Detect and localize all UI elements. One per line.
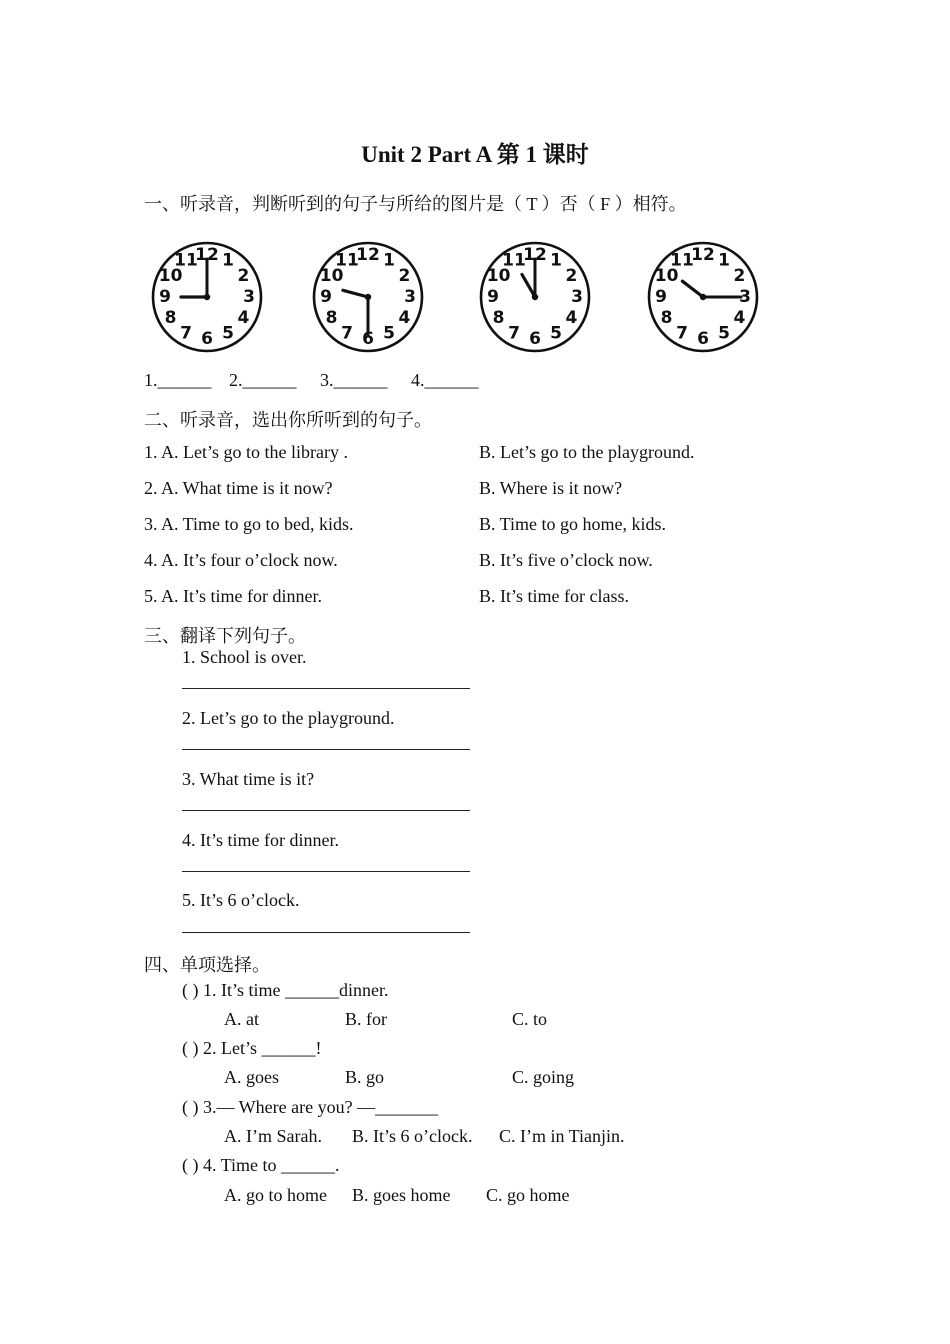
choice-4-option-b[interactable]: B. goes home	[352, 1185, 451, 1205]
translate-line-1[interactable]	[182, 688, 470, 689]
translate-line-2[interactable]	[182, 749, 470, 750]
choice-3-option-c[interactable]: C. I’m in Tianjin.	[499, 1126, 625, 1146]
clock-number: 6	[362, 329, 374, 349]
clock-number: 1	[550, 250, 562, 271]
clock-2	[311, 240, 425, 354]
option-3b[interactable]: B. Time to go home, kids.	[479, 514, 667, 534]
clock-number: 11	[670, 250, 694, 271]
clock-1	[150, 240, 264, 354]
clock-number: 4	[733, 308, 746, 328]
choice-1-option-b[interactable]: B. for	[345, 1009, 387, 1029]
choice-question-4: ( ) 4. Time to ______.	[182, 1155, 340, 1175]
clock-number: 2	[237, 266, 250, 286]
choice-question-1: ( ) 1. It’s time ______dinner.	[182, 980, 389, 1000]
clock-number: 3	[404, 287, 416, 307]
clock-number: 2	[733, 266, 746, 286]
clock-number: 4	[398, 308, 411, 328]
clock-number: 5	[383, 323, 395, 344]
clock-number: 10	[654, 266, 679, 286]
clock-number: 12	[356, 245, 380, 265]
clock-number: 6	[529, 329, 541, 349]
clock-number: 7	[180, 323, 192, 344]
clock-number: 3	[243, 287, 255, 307]
translate-sentence-5: 5. It’s 6 o’clock.	[182, 890, 300, 910]
choice-4-option-c[interactable]: C. go home	[486, 1185, 570, 1205]
clock-number: 7	[508, 323, 520, 344]
section2-heading: 二、听录音，选出你所听到的句子。	[144, 410, 432, 430]
choice-3-option-b[interactable]: B. It’s 6 o’clock.	[352, 1126, 473, 1146]
clock-center	[365, 294, 371, 300]
answer-blank-1[interactable]: 1.______	[144, 370, 212, 390]
clock-number: 6	[201, 329, 213, 349]
clock-number: 9	[320, 287, 332, 307]
clock-number: 4	[565, 308, 578, 328]
clock-number: 1	[718, 250, 730, 271]
answer-blank-2[interactable]: 2.______	[229, 370, 297, 390]
clock-number: 11	[502, 250, 526, 271]
clock-number: 8	[660, 308, 673, 328]
option-4b[interactable]: B. It’s five o’clock now.	[479, 550, 653, 570]
option-5a[interactable]: 5. A. It’s time for dinner.	[144, 586, 322, 606]
clock-number: 6	[697, 329, 709, 349]
choice-2-option-c[interactable]: C. going	[512, 1067, 575, 1087]
clock-number: 11	[174, 250, 198, 271]
option-5b[interactable]: B. It’s time for class.	[479, 586, 629, 606]
clock-number: 11	[335, 250, 359, 271]
page-title: Unit 2 Part A 第 1 课时	[361, 142, 589, 167]
clock-number: 3	[739, 287, 751, 307]
clock-number: 7	[341, 323, 353, 344]
option-1a[interactable]: 1. A. Let’s go to the library .	[144, 442, 348, 462]
option-3a[interactable]: 3. A. Time to go to bed, kids.	[144, 514, 354, 534]
section1-heading: 一、听录音，判断听到的句子与所给的图片是（ T ）否（ F ）相符。	[144, 194, 687, 214]
clock-center	[532, 294, 538, 300]
clock-number: 8	[492, 308, 505, 328]
clock-4	[646, 240, 760, 354]
translate-sentence-2: 2. Let’s go to the playground.	[182, 708, 395, 728]
choice-2-option-b[interactable]: B. go	[345, 1067, 385, 1087]
clock-number: 12	[691, 245, 715, 265]
translate-line-3[interactable]	[182, 810, 470, 811]
clock-3	[478, 240, 592, 354]
translate-sentence-4: 4. It’s time for dinner.	[182, 830, 339, 850]
option-4a[interactable]: 4. A. It’s four o’clock now.	[144, 550, 338, 570]
clock-number: 9	[487, 287, 499, 307]
answer-blank-4[interactable]: 4.______	[411, 370, 479, 390]
translate-sentence-1: 1. School is over.	[182, 647, 307, 667]
translate-line-5[interactable]	[182, 932, 470, 933]
clock-center	[700, 294, 706, 300]
option-1b[interactable]: B. Let’s go to the playground.	[479, 442, 695, 462]
answer-blank-3[interactable]: 3.______	[320, 370, 388, 390]
choice-1-option-c[interactable]: C. to	[512, 1009, 548, 1029]
option-2b[interactable]: B. Where is it now?	[479, 478, 623, 498]
clock-number: 5	[222, 323, 234, 344]
choice-2-option-a[interactable]: A. goes	[224, 1067, 279, 1087]
clock-center	[204, 294, 210, 300]
clock-number: 5	[550, 323, 562, 344]
choice-question-2: ( ) 2. Let’s ______!	[182, 1038, 322, 1058]
clock-number: 10	[319, 266, 344, 286]
clock-number: 8	[164, 308, 177, 328]
clock-number: 4	[237, 308, 250, 328]
clock-number: 3	[571, 287, 583, 307]
clock-number: 8	[325, 308, 338, 328]
section3-heading: 三、翻译下列句子。	[144, 626, 306, 646]
clock-number: 7	[676, 323, 688, 344]
clock-number: 9	[159, 287, 171, 307]
clock-number: 12	[523, 245, 547, 265]
translate-line-4[interactable]	[182, 871, 470, 872]
clock-number: 12	[195, 245, 219, 265]
clock-number: 9	[655, 287, 667, 307]
clock-number: 10	[486, 266, 511, 286]
choice-1-option-a[interactable]: A. at	[224, 1009, 259, 1029]
option-2a[interactable]: 2. A. What time is it now?	[144, 478, 333, 498]
clock-number: 1	[383, 250, 395, 271]
section4-heading: 四、单项选择。	[144, 955, 270, 975]
choice-3-option-a[interactable]: A. I’m Sarah.	[224, 1126, 322, 1146]
clock-number: 5	[718, 323, 730, 344]
choice-4-option-a[interactable]: A. go to home	[224, 1185, 327, 1205]
clock-number: 10	[158, 266, 183, 286]
clock-number: 1	[222, 250, 234, 271]
clock-number: 2	[565, 266, 578, 286]
choice-question-3: ( ) 3.— Where are you? —_______	[182, 1097, 439, 1117]
translate-sentence-3: 3. What time is it?	[182, 769, 315, 789]
clock-number: 2	[398, 266, 411, 286]
